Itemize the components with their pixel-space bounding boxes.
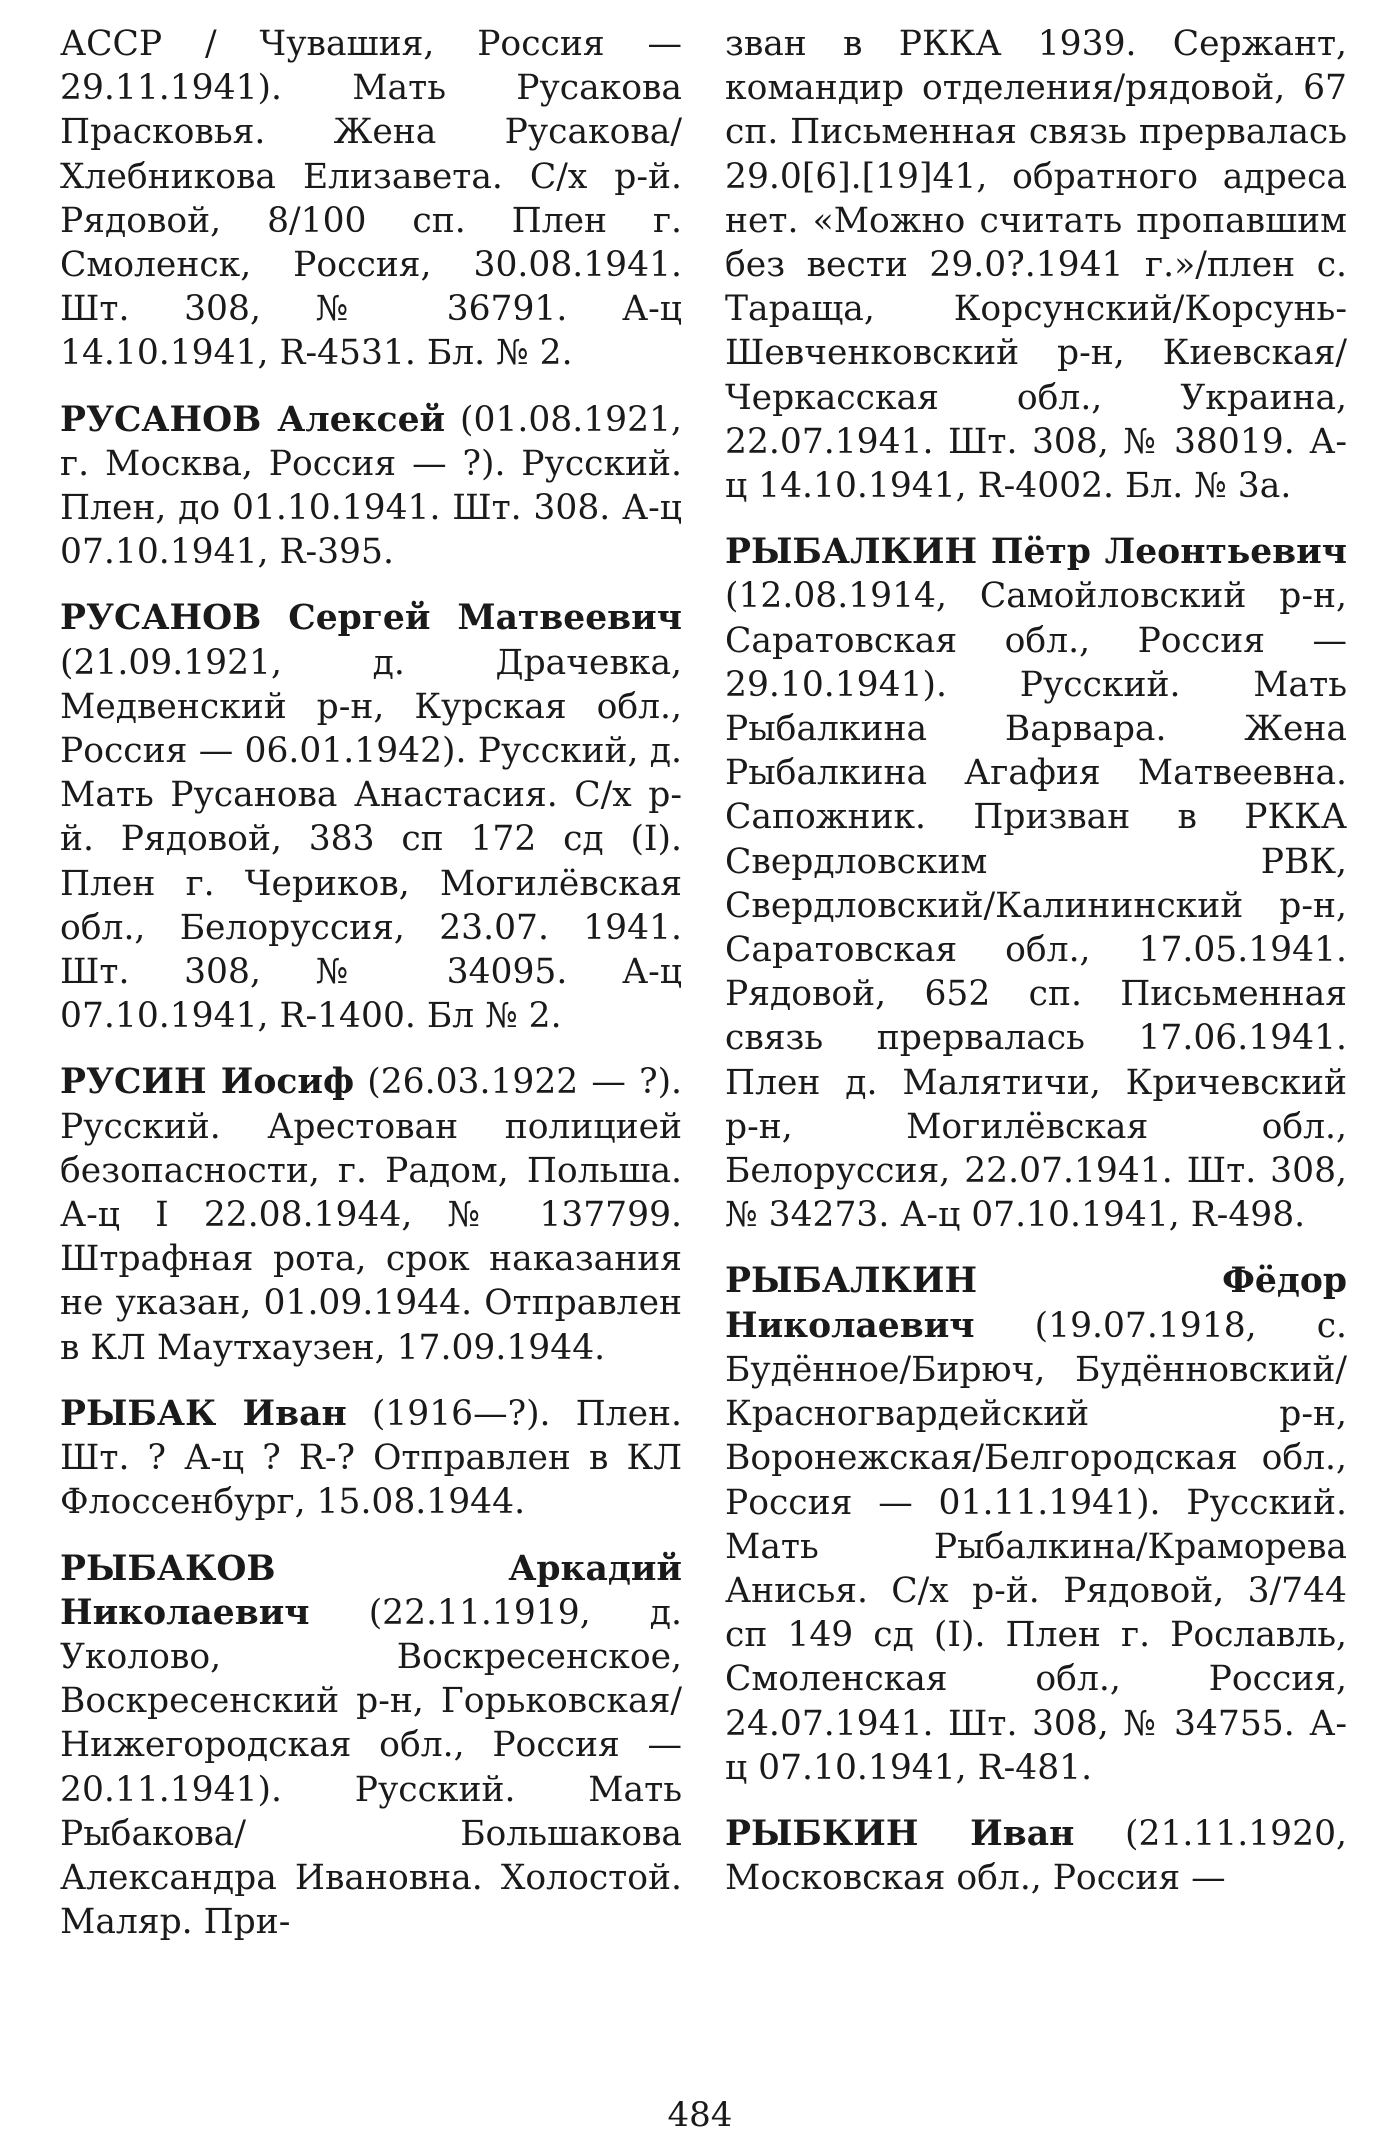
entry-name: РУСИН Иосиф (60, 1062, 355, 1103)
entry-rusanov-aleksey (60, 398, 682, 575)
entry-rusanov-sergey (60, 596, 682, 1038)
entry-text: (21.09.1921, д. Драчевка, Медвенский р-н, Курская обл., Россия — 06.01.1942). Русский, д. Мать Русанова Анастасия. С/х р-й. Рядовой, 383 сп 172 сд (I). Плен г. Чериков, Могилёвская обл., Белоруссия, 23.07. 1941. Шт. 308, № 34095. А-ц 07.10.1941, R-1400. Бл № 2. (60, 642, 682, 1037)
entry-rybkin-ivan (725, 1812, 1347, 1900)
left-column (60, 22, 682, 1966)
entry-name: РЫБАКОВ Аркадий Николаевич (60, 1548, 682, 1633)
entry-text: (21.11.1920, Московская обл., Россия — (725, 1813, 1347, 1899)
right-column (725, 22, 1347, 1922)
entry-rybalkin-petr (725, 530, 1347, 1237)
entry-name: РУСАНОВ Алексей (60, 399, 446, 440)
entry-text: (19.07.1918, с. Будённое/Бирюч, Будённовский/ Красногвардейский р-н, Воронежская/Белгородская обл., Россия — 01.11.1941). Русский. Мать Рыбалкина/Краморева Анисья. С/х р-й. Рядовой, 3/744 сп 149 сд (I). Плен г. Рославль, Смоленская обл., Россия, 24.07.1941. Шт. 308, № 34755. А-ц 07.10.1941, R-481. (725, 1305, 1347, 1788)
entry-text: (1916—?). Плен. Шт. ? А-ц ? R-? Отправлен в КЛ Флоссенбург, 15.08.1944. (60, 1393, 683, 1523)
entry-rybak-ivan (60, 1392, 682, 1525)
entry-name: РЫБАЛКИН Пётр Леонтьевич (725, 532, 1347, 573)
entry-rybakov-arkadiy (60, 1547, 682, 1945)
entry-rusin-iosif (60, 1060, 682, 1369)
entry-continuation (725, 22, 1347, 508)
entry-text: (26.03.1922 — ?). Русский. Арестован полицией безопасности, г. Радом, Польша. А-ц I 22.08.1944, № 137799. Штрафная рота, срок наказания не указан, 01.09.1944. Отправлен в КЛ Маутхаузен, 17.09.1944. (60, 1062, 682, 1368)
entry-name: РЫБКИН Иван (725, 1813, 1075, 1854)
entry-name: РЫБАК Иван (60, 1393, 347, 1434)
entry-rybalkin-fedor (725, 1259, 1347, 1789)
entry-name: РЫБАЛКИН Фёдор Николаевич (725, 1261, 1347, 1346)
page-number: 484 (667, 2095, 733, 2135)
entry-continuation (60, 22, 682, 376)
entry-text: зван в РККА 1939. Сержант, командир отделения/рядовой, 67 сп. Письменная связь прервалась 29.0[6].[19]41, обратного адреса нет. «Можно считать пропавшим без вести 29.0?.1941 г.»/плен с. Таращa, Корсунский/Корсунь-Шевченковский р-н, Киевская/Черкасская обл., Украина, 22.07.1941. Шт. 308, № 38019. А-ц 14.10.1941, R-4002. Бл. № 3а. (725, 24, 1347, 507)
entry-name: РУСАНОВ Сергей Матвеевич (60, 598, 682, 639)
entry-text: (01.08.1921, г. Москва, Россия — ?). Русский. Плен, до 01.10.1941. Шт. 308. А-ц 07.10.1941, R-395. (60, 399, 682, 573)
entry-text: АССР / Чувашия, Россия — 29.11.1941). Мать Русакова Прасковья. Жена Русакова/ Хлебникова Елизавета. С/х р-й. Рядовой, 8/100 сп. Плен г. Смоленск, Россия, 30.08.1941. Шт. 308, № 36791. А-ц 14.10.1941, R-4531. Бл. № 2. (60, 24, 682, 374)
entry-text: (12.08.1914, Самойловский р-н, Саратовская обл., Россия — 29.10.1941). Русский. Мать Рыбалкина Варвара. Жена Рыбалкина Агафия Матвеевна. Сапожник. Призван в РККА Свердловским РВК, Свердловский/Калининский р-н, Саратовская обл., 17.05.1941. Рядовой, 652 сп. Письменная связь прервалась 17.06.1941. Плен д. Малятичи, Кричевский р-н, Могилёвская обл., Белоруссия, 22.07.1941. Шт. 308, № 34273. А-ц 07.10.1941, R-498. (725, 576, 1347, 1236)
entry-text: (22.11.1919, д. Уколово, Воскресенское, Воскресенский р-н, Горьковская/Нижегородская обл., Россия — 20.11.1941). Русский. Мать Рыбакова/ Большакова Александра Ивановна. Холостой. Маляр. При- (60, 1592, 683, 1943)
